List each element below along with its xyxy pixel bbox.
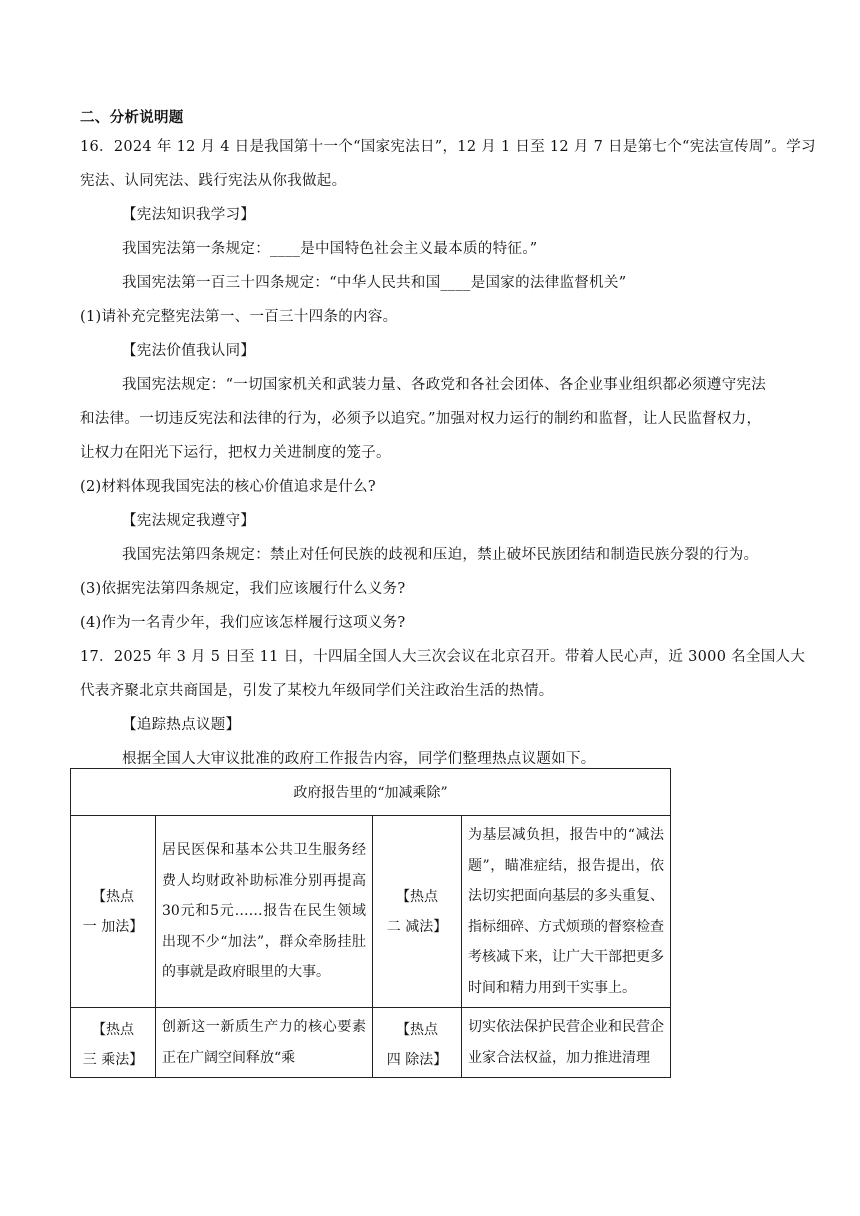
q16-stem-line1: 16．2024 年 12 月 4 日是我国第十一个“国家宪法日”，12 月 1 日至 12 月 7 日是第七个“宪法宣传周”。学习: [80, 139, 816, 155]
q16-material-value-line1: 我国宪法规定：“一切国家机关和武装力量、各政党和各社会团体、各企业事业组织都必须遵守宪法: [122, 377, 767, 393]
hotspot4-content: 切实依法保护民营企业和民营企业家合法权益，加力推进清理: [462, 1008, 671, 1078]
hotspot4-label-a: 【热点: [396, 1021, 438, 1038]
table-row: [71, 1008, 671, 1078]
table-title: 政府报告里的“加减乘除”: [71, 769, 671, 816]
q16-material-value-line2: 和法律。一切违反宪法和法律的行为，必须予以追究。”加强对权力运行的制约和监督，让人民监督权力，: [80, 411, 762, 427]
q16-material-value-line3: 让权力在阳光下运行，把权力关进制度的笼子。: [80, 445, 391, 461]
q16-heading-value: 【宪法价值我认同】: [122, 343, 256, 359]
hotspot1-label-a: 【热点: [92, 888, 134, 905]
hotspot1-content: 居民医保和基本公共卫生服务经费人均财政补助标准分别再提高30元和5元……报告在民生领域出现不少“加法”，群众牵肠挂肚的事就是政府眼里的大事。: [156, 816, 373, 1008]
hotspot1-label-b: 一 加法】: [82, 918, 144, 935]
section-title: 二、分析说明题: [80, 109, 184, 126]
hotspot2-label-b: 二 减法】: [386, 918, 448, 935]
q17-stem-line1: 17．2025 年 3 月 5 日至 11 日，十四届全国人大三次会议在北京召开。带着人民心声，近 3000 名全国人大: [80, 649, 806, 665]
q16-stem-line2: 宪法、认同宪法、践行宪法从你我做起。: [80, 173, 347, 189]
q16-material-article4: 我国宪法第四条规定：禁止对任何民族的歧视和压迫，禁止破坏民族团结和制造民族分裂的行为。: [122, 547, 759, 563]
hotspot2-label: [373, 816, 462, 1008]
q17-heading-hotspot: 【追踪热点议题】: [122, 717, 241, 733]
hotspot3-label-b: 三 乘法】: [82, 1051, 144, 1068]
hotspot3-label-a: 【热点: [92, 1021, 134, 1038]
table-row: [71, 816, 671, 1008]
hotspot3-content: 创新这一新质生产力的核心要素正在广阔空间释放“乘: [156, 1008, 373, 1078]
q16-subquestion-3: (3)依据宪法第四条规定，我们应该履行什么义务?: [80, 581, 406, 597]
q16-subquestion-1: (1)请补充完整宪法第一、一百三十四条的内容。: [80, 309, 398, 325]
hotspot2-content: 为基层减负担，报告中的“减法题”，瞄准症结，报告提出，依法切实把面向基层的多头重复、指标细碎、方式烦琐的督察检查考核减下来，让广大干部把更多时间和精力用到干实事上。: [462, 816, 671, 1008]
hotspot-table: [70, 768, 671, 1078]
hotspot1-label: [71, 816, 156, 1008]
hotspot4-label: [373, 1008, 462, 1078]
q16-subquestion-2: (2)材料体现我国宪法的核心价值追求是什么?: [80, 479, 376, 495]
hotspot2-label-a: 【热点: [396, 888, 438, 905]
hotspot3-label: [71, 1008, 156, 1078]
q16-material-article1: 我国宪法第一条规定：____是中国特色社会主义最本质的特征。”: [122, 241, 538, 257]
hotspot4-label-b: 四 除法】: [386, 1051, 448, 1068]
q16-subquestion-4: (4)作为一名青少年，我们应该怎样履行这项义务?: [80, 615, 406, 631]
q17-stem-line2: 代表齐聚北京共商国是，引发了某校九年级同学们关注政治生活的热情。: [80, 683, 554, 699]
q17-material-intro: 根据全国人大审议批准的政府工作报告内容，同学们整理热点议题如下。: [122, 751, 596, 767]
q16-heading-obey: 【宪法规定我遵守】: [122, 513, 256, 529]
q16-material-article134: 我国宪法第一百三十四条规定：“中华人民共和国____是国家的法律监督机关”: [122, 275, 627, 291]
q16-heading-knowledge: 【宪法知识我学习】: [122, 207, 256, 223]
